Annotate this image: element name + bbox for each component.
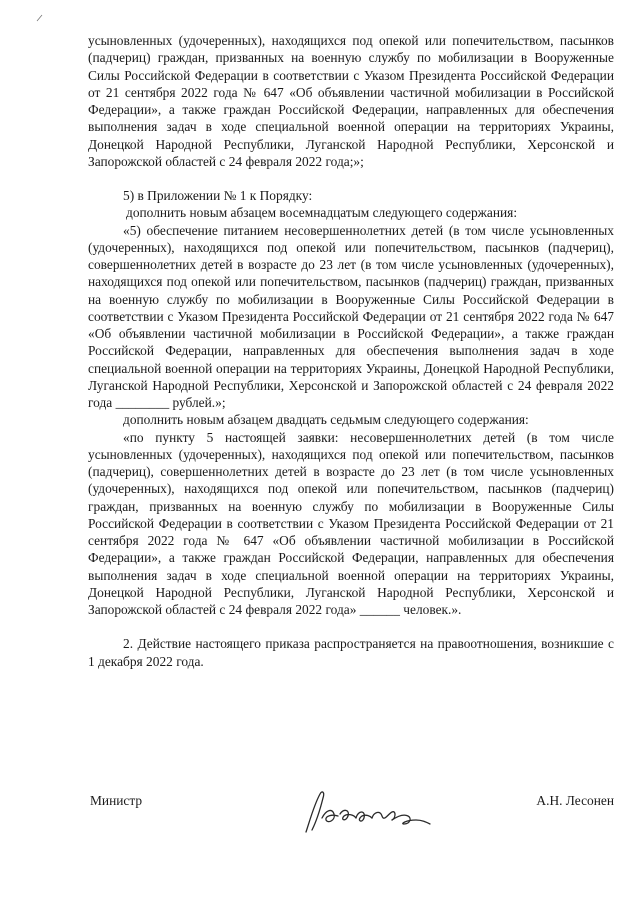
paragraph-add-abzac-27: дополнить новым абзацем двадцать седьмым следующего содержания:	[123, 412, 529, 428]
paragraph-continuation: усыновленных (удочеренных), находящихся под опекой или попечительством, пасынков (падчериц) граждан, призванных на военную службу по мобилизации в Вооруженные Силы Российской Федерации в соответствии с Указом Президента Российской Федерации от 21 сентября 2022 года № 647 «Об объявлении частичной мобилизации в Российской Федерации», а также граждан Российской Федерации, направленных для обеспечения выполнения задач в ходе специальной военной операции на территориях Украины, Донецкой Народной Республики, Луганской Народной Республики, Херсонской и Запорожской областей с 24 февраля 2022 года;»;	[88, 33, 614, 169]
paragraph-add-abzac-18: дополнить новым абзацем восемнадцатым следующего содержания:	[126, 205, 518, 221]
paragraph-quote-children-count: «по пункту 5 настоящей заявки: несовершеннолетних детей (в том числе усыновленных (удочеренных), находящихся под опекой или попечительством, пасынков (падчериц), совершеннолетних детей в возрасте до 23 лет (в том числе усыновленных (удочеренных), находящихся под опекой или попечительством, пасынков (падчериц) граждан, призванных на военную службу по мобилизации в Вооруженные Силы Российской Федерации в соответствии с Указом Президента Российской Федерации от 21 сентября 2022 года № 647 «Об объявлении частичной мобилизации в Российской Федерации», а также граждан Российской Федерации, направленных для обеспечения выполнения задач в ходе специальной военной операции на территориях Украины, Донецкой Народной Республики, Луганской Народной Республики, Херсонской и Запорожской областей с 24 февраля 2022 года» ______ человек.».	[88, 429, 614, 617]
paragraph-item-5: 5) в Приложении № 1 к Порядку:	[123, 188, 313, 203]
margin-mark	[36, 14, 44, 22]
document-body	[88, 32, 614, 670]
handwritten-signature	[292, 780, 442, 840]
paragraph-quote-nutrition: «5) обеспечение питанием несовершеннолетних детей (в том числе усыновленных (удочеренных), находящихся под опекой или попечительством, пасынков (падчериц), совершеннолетних детей в возрасте до 23 лет (в том числе усыновленных (удочеренных), находящихся под опекой или попечительством, пасынков (падчериц) граждан, призванных на военную службу по мобилизации в Вооруженные Силы Российской Федерации в соответствии с Указом Президента Российской Федерации от 21 сентября 2022 года № 647 «Об объявлении частичной мобилизации в Российской Федерации», а также граждан Российской Федерации, направленных для обеспечения выполнения задач в ходе специальной военной операции на территориях Украины, Донецкой Народной Республики, Луганской Народной Республики, Херсонской и Запорожской областей с 24 февраля 2022 года ________ рублей.»;	[88, 222, 614, 410]
signatory-position: Министр	[90, 793, 143, 808]
signatory-name: А.Н. Лесонен	[536, 793, 614, 808]
paragraph-effective-date: 2. Действие настоящего приказа распространяется на правоотношения, возникшие с 1 декабря 2022 года.	[88, 636, 614, 669]
